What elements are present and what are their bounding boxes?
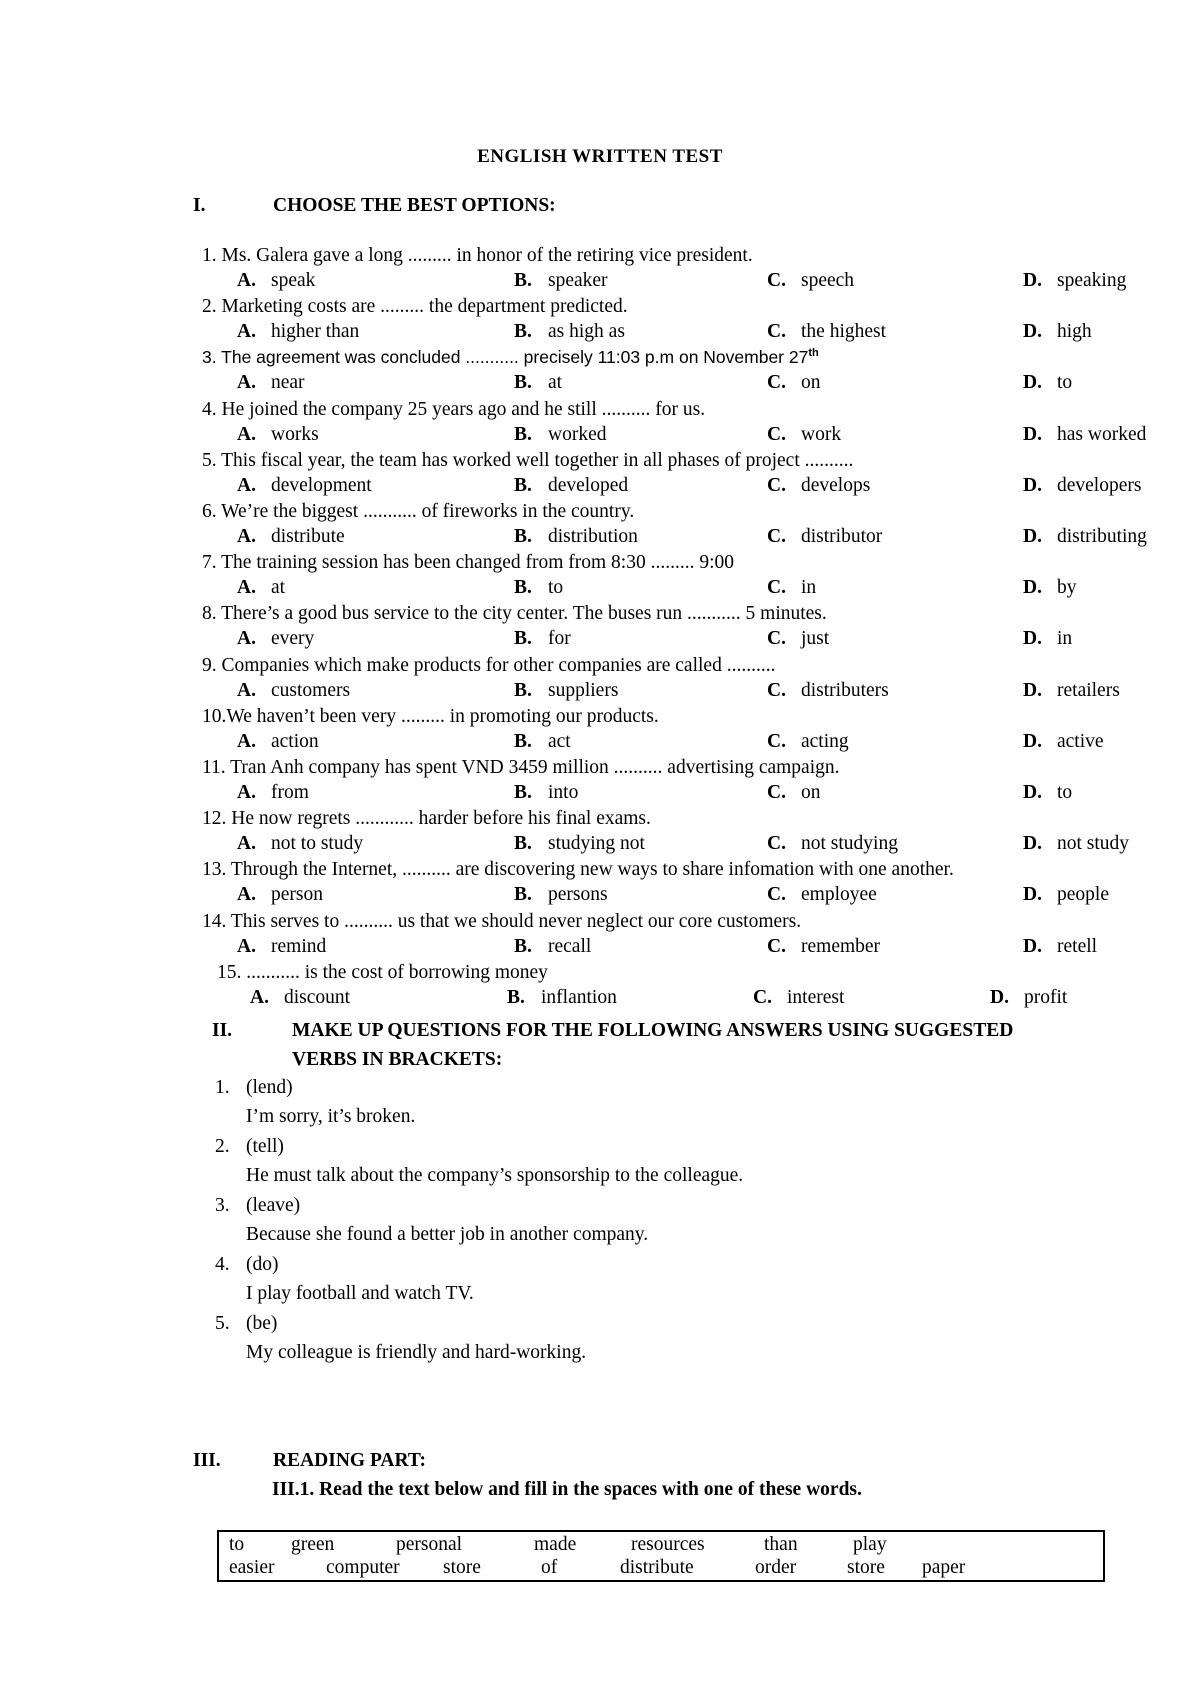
- option-letter: A.: [237, 935, 256, 957]
- option-text: to: [548, 577, 564, 599]
- option-text: speaking: [1057, 270, 1127, 291]
- word-option: store: [847, 1557, 885, 1578]
- option-text: the highest: [801, 321, 887, 343]
- word-option: personal: [396, 1534, 463, 1555]
- option-text: developers: [1057, 474, 1142, 496]
- option-c: [767, 424, 841, 446]
- question-text: 7. The training session has been changed from from 8:30 ......... 9:00: [202, 552, 734, 574]
- option-a: [237, 884, 323, 906]
- question-text: 3. The agreement was concluded ........... precisely 11:03 p.m on November 27th: [202, 347, 819, 368]
- option-d: [1023, 628, 1072, 650]
- option-text: act: [548, 730, 571, 752]
- option-letter: D.: [1023, 782, 1042, 803]
- question-text: 9. Companies which make products for other companies are called ..........: [202, 654, 776, 676]
- question-text: 4. He joined the company 25 years ago and he still .......... for us.: [202, 398, 706, 420]
- section-title: CHOOSE THE BEST OPTIONS:: [273, 195, 556, 216]
- option-a: [237, 526, 345, 548]
- option-b: [514, 270, 608, 292]
- option-text: distributor: [801, 526, 883, 547]
- option-letter: A.: [237, 321, 256, 343]
- question-text: 5. This fiscal year, the team has worked well together in all phases of project ..........: [202, 449, 854, 471]
- option-letter: C.: [767, 321, 786, 343]
- option-letter: A.: [237, 884, 256, 906]
- option-letter: A.: [237, 577, 256, 599]
- option-text: by: [1057, 577, 1077, 599]
- option-letter: D.: [1023, 884, 1042, 906]
- option-b: [514, 833, 645, 855]
- option-b: [514, 731, 571, 753]
- word-option: computer: [326, 1557, 400, 1578]
- option-letter: D.: [1023, 270, 1042, 291]
- option-text: persons: [548, 884, 608, 906]
- question-text: 14. This serves to .......... us that we should never neglect our core customers.: [202, 910, 802, 932]
- page-title: ENGLISH WRITTEN TEST: [477, 146, 723, 167]
- option-letter: B.: [514, 474, 532, 496]
- option-letter: B.: [514, 884, 532, 906]
- option-d: [1023, 936, 1097, 958]
- option-c: [767, 372, 821, 394]
- option-b: [514, 782, 578, 804]
- option-text: as high as: [548, 321, 625, 343]
- option-letter: A.: [237, 679, 256, 701]
- option-text: distributers: [801, 679, 889, 701]
- option-text: high: [1057, 321, 1092, 343]
- option-a: [237, 577, 285, 599]
- option-c: [767, 628, 829, 650]
- suggested-verb: (tell): [246, 1136, 284, 1157]
- option-text: on: [801, 372, 821, 394]
- option-text: action: [271, 730, 319, 752]
- option-text: every: [271, 628, 315, 650]
- option-text: distributing: [1057, 526, 1147, 547]
- word-option: made: [534, 1534, 577, 1555]
- option-a: [237, 680, 350, 702]
- option-c: [767, 475, 870, 497]
- suggested-verb: (do): [246, 1254, 279, 1275]
- option-text: distribution: [548, 526, 638, 547]
- option-d: [1023, 680, 1120, 702]
- option-b: [514, 577, 563, 599]
- option-c: [767, 270, 854, 292]
- option-letter: A.: [250, 986, 269, 1008]
- option-text: development: [271, 474, 372, 496]
- option-text: retailers: [1057, 679, 1120, 701]
- option-letter: C.: [753, 986, 772, 1008]
- option-text: speaker: [548, 270, 608, 291]
- make-up-item: [215, 1254, 315, 1278]
- option-a: [237, 424, 319, 446]
- option-d: [1023, 321, 1092, 343]
- question-text: 6. We’re the biggest ........... of fireworks in the country.: [202, 501, 635, 522]
- option-c: [753, 987, 844, 1009]
- option-text: to: [1057, 372, 1073, 394]
- option-text: work: [801, 423, 842, 445]
- word-option: than: [764, 1534, 798, 1555]
- option-letter: D.: [1023, 321, 1042, 343]
- option-letter: C.: [767, 935, 786, 957]
- item-number: 4.: [215, 1254, 230, 1275]
- option-d: [1023, 782, 1072, 804]
- option-b: [514, 628, 571, 650]
- option-text: near: [271, 372, 305, 394]
- option-b: [507, 987, 617, 1009]
- option-c: [767, 782, 821, 804]
- option-a: [237, 270, 315, 292]
- option-text: customers: [271, 679, 351, 701]
- option-letter: D.: [1023, 577, 1042, 599]
- option-letter: A.: [237, 628, 256, 650]
- option-d: [1023, 833, 1129, 855]
- reading-instruction: III.1. Read the text below and fill in the spaces with one of these words.: [272, 1479, 862, 1500]
- option-letter: A.: [237, 474, 256, 496]
- option-text: works: [271, 423, 319, 445]
- word-box-row-2: [229, 1557, 1093, 1581]
- option-b: [514, 526, 638, 548]
- make-up-item: [215, 1195, 315, 1219]
- option-letter: B.: [514, 270, 532, 291]
- option-letter: C.: [767, 884, 786, 906]
- option-text: person: [271, 884, 323, 906]
- option-d: [990, 987, 1067, 1009]
- option-a: [237, 833, 363, 855]
- option-letter: C.: [767, 423, 786, 445]
- option-letter: D.: [1023, 372, 1042, 394]
- make-up-item: [215, 1077, 315, 1101]
- question-text: 13. Through the Internet, .......... are discovering new ways to share infomation with one another.: [202, 859, 954, 881]
- option-text: active: [1057, 730, 1104, 752]
- option-letter: A.: [237, 270, 256, 291]
- option-text: speak: [271, 270, 316, 291]
- option-text: speech: [801, 270, 855, 291]
- option-text: worked: [548, 423, 607, 445]
- option-text: to: [1057, 782, 1073, 803]
- question-text: 15. ........... is the cost of borrowing money: [217, 961, 548, 983]
- option-a: [237, 731, 319, 753]
- word-box-row-1: [229, 1534, 1093, 1558]
- option-letter: B.: [514, 833, 532, 855]
- option-c: [767, 936, 880, 958]
- option-letter: C.: [767, 526, 786, 547]
- question-text: 2. Marketing costs are ......... the department predicted.: [202, 296, 628, 318]
- option-a: [237, 936, 326, 958]
- make-up-item: [215, 1313, 315, 1337]
- section-3-heading: [193, 1450, 993, 1476]
- item-number: 3.: [215, 1195, 230, 1216]
- option-text: in: [801, 577, 817, 599]
- suggested-verb: (be): [246, 1313, 278, 1334]
- option-b: [514, 372, 562, 394]
- option-text: acting: [801, 730, 849, 752]
- option-letter: B.: [507, 986, 525, 1008]
- option-b: [514, 424, 606, 446]
- option-letter: C.: [767, 782, 786, 803]
- option-letter: C.: [767, 730, 786, 752]
- item-number: 1.: [215, 1077, 230, 1098]
- suggested-verb: (leave): [246, 1195, 301, 1216]
- option-d: [1023, 424, 1146, 446]
- suggested-verb: (lend): [246, 1077, 293, 1098]
- option-b: [514, 321, 625, 343]
- word-option: paper: [922, 1557, 966, 1578]
- question-text: 12. He now regrets ............ harder before his final exams.: [202, 808, 651, 830]
- word-option: store: [443, 1557, 481, 1578]
- option-text: employee: [801, 884, 877, 906]
- option-text: from: [271, 782, 309, 803]
- option-a: [237, 475, 372, 497]
- option-letter: A.: [237, 730, 256, 752]
- option-letter: A.: [237, 526, 256, 547]
- option-text: retell: [1057, 935, 1098, 957]
- option-letter: B.: [514, 730, 532, 752]
- option-text: remind: [271, 935, 327, 957]
- option-c: [767, 526, 882, 548]
- option-letter: A.: [237, 782, 256, 803]
- option-letter: A.: [237, 372, 256, 394]
- item-number: 5.: [215, 1313, 230, 1334]
- option-letter: C.: [767, 679, 786, 701]
- option-a: [237, 782, 309, 804]
- section-number: II.: [212, 1020, 233, 1041]
- option-text: has worked: [1057, 423, 1147, 445]
- option-letter: D.: [1023, 730, 1042, 752]
- option-letter: D.: [1023, 474, 1042, 496]
- option-text: profit: [1024, 986, 1068, 1008]
- given-answer: I’m sorry, it’s broken.: [246, 1106, 416, 1127]
- word-option: order: [755, 1557, 797, 1578]
- make-up-item: [215, 1136, 315, 1160]
- option-b: [514, 884, 608, 906]
- section-title-line-1: MAKE UP QUESTIONS FOR THE FOLLOWING ANSWERS USING SUGGESTED: [292, 1020, 1014, 1041]
- option-letter: A.: [237, 833, 256, 855]
- option-text: in: [1057, 628, 1073, 650]
- section-title: READING PART:: [273, 1450, 426, 1471]
- option-letter: D.: [1023, 526, 1042, 547]
- option-text: suppliers: [548, 679, 619, 701]
- option-a: [237, 321, 359, 343]
- option-text: not study: [1057, 833, 1130, 855]
- option-text: at: [271, 577, 286, 599]
- option-text: recall: [548, 935, 592, 957]
- option-a: [237, 628, 314, 650]
- option-letter: C.: [767, 577, 786, 599]
- question-text: 11. Tran Anh company has spent VND 3459 million .......... advertising campaign.: [202, 757, 840, 778]
- word-box: [217, 1530, 1105, 1582]
- given-answer: My colleague is friendly and hard-working.: [246, 1342, 587, 1363]
- option-letter: D.: [1023, 628, 1042, 650]
- word-option: of: [541, 1557, 558, 1578]
- option-letter: D.: [1023, 833, 1042, 855]
- question-text: 10.We haven’t been very ......... in promoting our products.: [202, 705, 659, 727]
- option-text: just: [801, 628, 830, 650]
- option-letter: D.: [1023, 423, 1042, 445]
- option-b: [514, 936, 591, 958]
- option-d: [1023, 577, 1077, 599]
- option-letter: B.: [514, 679, 532, 701]
- option-text: interest: [787, 986, 845, 1008]
- option-letter: C.: [767, 833, 786, 855]
- option-letter: C.: [767, 372, 786, 394]
- option-text: discount: [284, 986, 351, 1008]
- option-letter: C.: [767, 474, 786, 496]
- option-text: into: [548, 782, 579, 803]
- option-b: [514, 680, 618, 702]
- option-letter: C.: [767, 628, 786, 650]
- option-text: at: [548, 372, 563, 394]
- option-letter: B.: [514, 423, 532, 445]
- option-d: [1023, 475, 1141, 497]
- question-text: 8. There’s a good bus service to the city center. The buses run ........... 5 minutes.: [202, 603, 827, 625]
- word-option: distribute: [620, 1557, 694, 1578]
- superscript: th: [808, 347, 819, 360]
- option-c: [767, 833, 898, 855]
- option-text: for: [548, 628, 571, 650]
- option-b: [514, 475, 628, 497]
- option-c: [767, 577, 816, 599]
- option-text: inflantion: [541, 986, 617, 1008]
- option-text: higher than: [271, 321, 360, 343]
- option-text: people: [1057, 884, 1109, 906]
- word-option: easier: [229, 1557, 275, 1578]
- option-text: on: [801, 782, 821, 803]
- option-letter: B.: [514, 372, 532, 394]
- option-letter: A.: [237, 423, 256, 445]
- option-d: [1023, 526, 1147, 548]
- section-title-line-2: VERBS IN BRACKETS:: [292, 1049, 503, 1070]
- option-letter: B.: [514, 782, 532, 803]
- option-a: [237, 372, 305, 394]
- option-letter: B.: [514, 935, 532, 957]
- option-letter: D.: [990, 986, 1009, 1008]
- option-text: not studying: [801, 833, 898, 855]
- option-text: distribute: [271, 526, 345, 547]
- section-2-heading: [212, 1020, 1112, 1076]
- option-letter: B.: [514, 577, 532, 599]
- option-d: [1023, 884, 1109, 906]
- given-answer: Because she found a better job in another company.: [246, 1224, 649, 1245]
- option-c: [767, 731, 849, 753]
- word-option: to: [229, 1534, 245, 1555]
- section-number: III.: [193, 1450, 221, 1471]
- section-number: I.: [193, 195, 206, 216]
- item-number: 2.: [215, 1136, 230, 1157]
- option-text: develops: [801, 474, 871, 496]
- question-text: 1. Ms. Galera gave a long ......... in honor of the retiring vice president.: [202, 245, 753, 266]
- option-d: [1023, 731, 1104, 753]
- option-letter: B.: [514, 321, 532, 343]
- option-letter: D.: [1023, 679, 1042, 701]
- option-c: [767, 884, 877, 906]
- option-letter: C.: [767, 270, 786, 291]
- option-text: developed: [548, 474, 629, 496]
- option-letter: B.: [514, 526, 532, 547]
- word-option: resources: [631, 1534, 705, 1555]
- word-option: play: [853, 1534, 887, 1555]
- option-c: [767, 680, 889, 702]
- option-a: [250, 987, 350, 1009]
- option-c: [767, 321, 886, 343]
- option-d: [1023, 270, 1126, 292]
- section-1-heading: [193, 195, 993, 221]
- option-letter: D.: [1023, 935, 1042, 957]
- option-text: remember: [801, 935, 881, 957]
- option-letter: B.: [514, 628, 532, 650]
- given-answer: I play football and watch TV.: [246, 1283, 474, 1304]
- option-text: not to study: [271, 833, 364, 855]
- word-option: green: [291, 1534, 335, 1555]
- given-answer: He must talk about the company’s sponsorship to the colleague.: [246, 1165, 744, 1186]
- option-text: studying not: [548, 833, 645, 855]
- option-d: [1023, 372, 1072, 394]
